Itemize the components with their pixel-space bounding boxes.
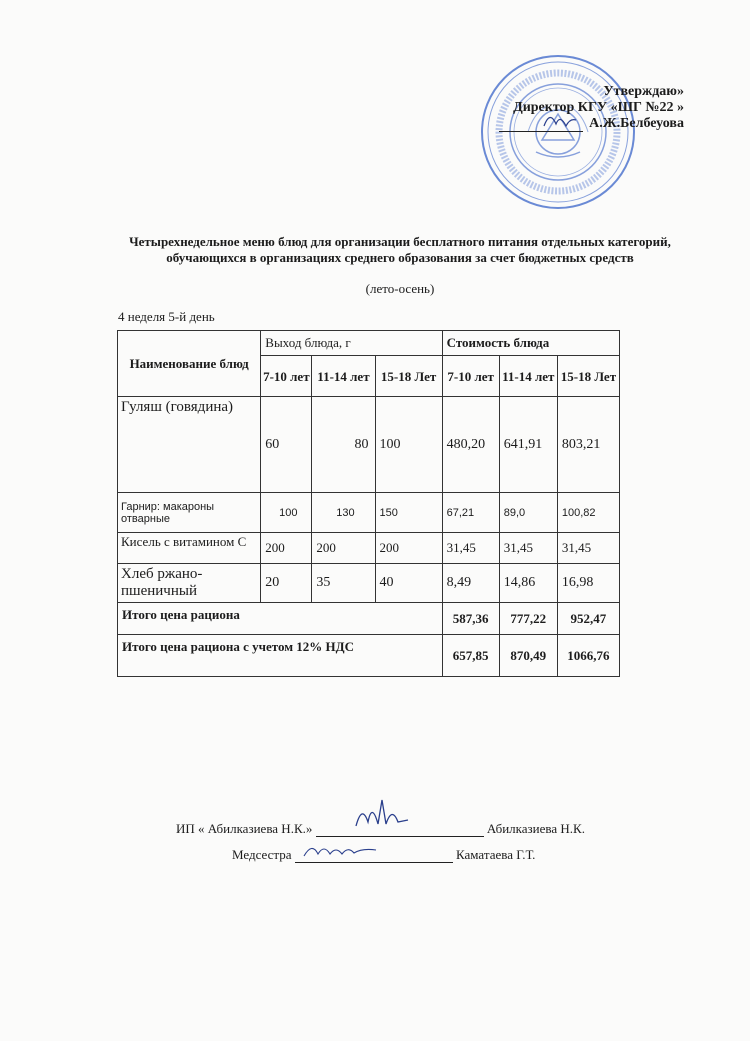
value-cell: 60 <box>261 397 312 493</box>
value-cell: 14,86 <box>499 564 557 603</box>
total-vat-cell: 870,49 <box>499 635 557 677</box>
dish-name: Хлеб ржано-пшеничный <box>118 564 261 603</box>
value-cell: 20 <box>261 564 312 603</box>
value-cell: 480,20 <box>442 397 499 493</box>
value-cell: 200 <box>375 533 442 564</box>
value-cell: 130 <box>312 493 375 533</box>
value-cell: 8,49 <box>442 564 499 603</box>
table-row <box>118 493 620 533</box>
value-cell: 31,45 <box>499 533 557 564</box>
table-row <box>118 564 620 603</box>
value-cell: 100 <box>375 397 442 493</box>
total-vat-cell: 657,85 <box>442 635 499 677</box>
menu-table <box>117 330 620 677</box>
dish-name: Кисель с витамином С <box>118 533 261 564</box>
total-vat-cell: 1066,76 <box>557 635 619 677</box>
value-cell: 641,91 <box>499 397 557 493</box>
value-cell: 89,0 <box>499 493 557 533</box>
age-output-7-10: 7-10 лет <box>261 356 312 397</box>
value-cell: 16,98 <box>557 564 619 603</box>
ip-label: ИП « Абилказиева Н.К.» <box>176 821 313 836</box>
age-cost-11-14: 11-14 лет <box>499 356 557 397</box>
nurse-label: Медсестра <box>232 847 292 862</box>
ip-name: Абилказиева Н.К. <box>486 821 585 836</box>
official-stamp <box>478 52 638 212</box>
handwritten-signature-nurse <box>300 838 380 862</box>
total-cell: 777,22 <box>499 603 557 635</box>
value-cell: 31,45 <box>442 533 499 564</box>
table-row <box>118 533 620 564</box>
age-output-15-18: 15-18 Лет <box>375 356 442 397</box>
nurse-signature-line <box>232 847 535 863</box>
value-cell: 200 <box>312 533 375 564</box>
document-title: Четырехнедельное меню блюд для организации бесплатного питания отдельных категорий, обучающихся в организациях среднего образования за счет бюджетных средств <box>129 234 671 265</box>
director-name: А.Ж.Белбеуова <box>589 116 684 131</box>
total-cell: 952,47 <box>557 603 619 635</box>
col-header-output: Выход блюда, г <box>261 331 442 356</box>
total-label: Итого цена рациона <box>118 603 443 635</box>
total-cell: 587,36 <box>442 603 499 635</box>
value-cell: 200 <box>261 533 312 564</box>
director-position: Директор КГУ «ШГ №22 » <box>513 100 684 115</box>
value-cell: 40 <box>375 564 442 603</box>
dish-name: Гарнир: макароны отварные <box>118 493 261 533</box>
approve-word: Утверждаю» <box>603 84 684 99</box>
value-cell: 803,21 <box>557 397 619 493</box>
day-label: 4 неделя 5-й день <box>118 309 215 324</box>
document-subtitle: (лето-осень) <box>365 281 435 296</box>
handwritten-signature-ip <box>352 796 412 832</box>
nurse-name: Каматаева Г.Т. <box>456 847 536 862</box>
value-cell: 67,21 <box>442 493 499 533</box>
age-cost-7-10: 7-10 лет <box>442 356 499 397</box>
dish-name: Гуляш (говядина) <box>118 397 261 493</box>
approval-block <box>499 84 684 132</box>
age-cost-15-18: 15-18 Лет <box>557 356 619 397</box>
total-row <box>118 603 620 635</box>
value-cell: 150 <box>375 493 442 533</box>
total-vat-label: Итого цена рациона с учетом 12% НДС <box>118 635 443 677</box>
value-cell: 100,82 <box>557 493 619 533</box>
value-cell: 80 <box>312 397 375 493</box>
age-output-11-14: 11-14 лет <box>312 356 375 397</box>
handwritten-signature-director <box>540 108 580 132</box>
total-vat-row <box>118 635 620 677</box>
table-row <box>118 397 620 493</box>
col-header-name: Наименование блюд <box>118 331 261 397</box>
value-cell: 100 <box>261 493 312 533</box>
value-cell: 35 <box>312 564 375 603</box>
value-cell: 31,45 <box>557 533 619 564</box>
col-header-cost: Стоимость блюда <box>442 331 619 356</box>
